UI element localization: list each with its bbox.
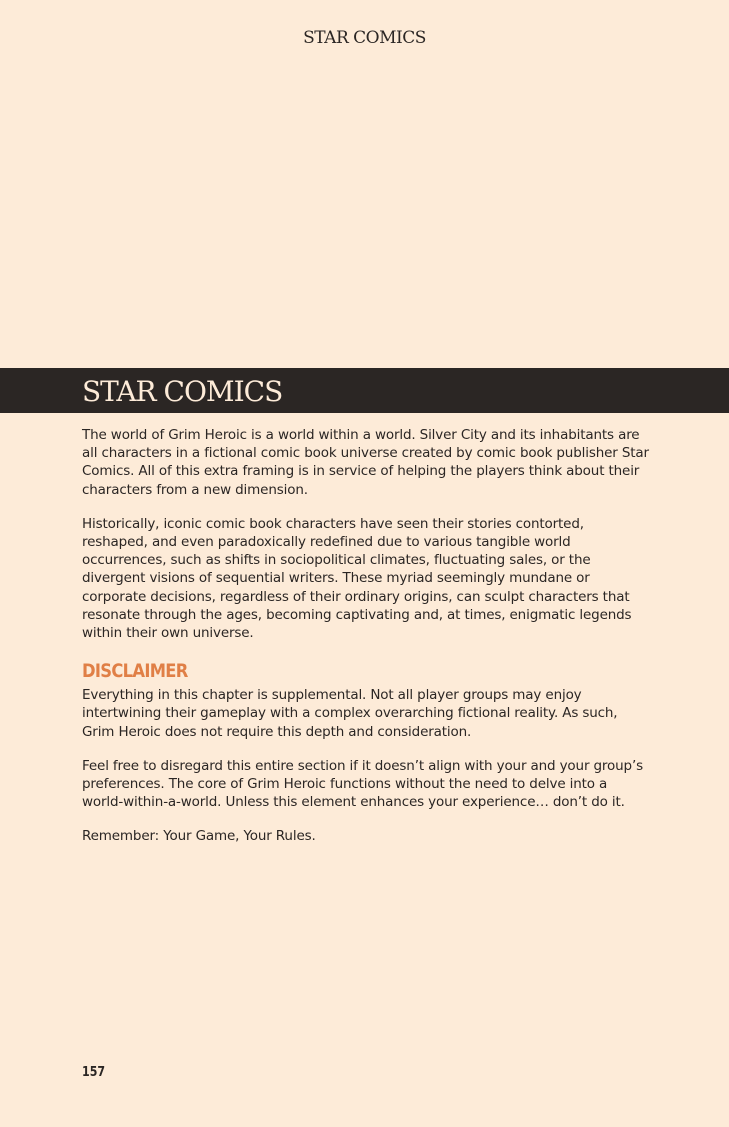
section-title-band — [0, 368, 729, 413]
disclaimer-paragraph: Everything in this chapter is supplemental. Not all player groups may enjoy intertwining their gameplay with a complex overarching fictional reality. As such, Grim Heroic does not require this depth and consideration. — [82, 687, 618, 740]
intro-paragraph: The world of Grim Heroic is a world within a world. Silver City and its inhabitants are all characters in a fictional comic book universe created by comic book publisher Star Comics. All of this extra framing is in service of helping the players think about their characters from a new dimension. — [82, 427, 649, 498]
running-head: STAR COMICS — [303, 28, 426, 48]
intro-paragraph: Historically, iconic comic book characters have seen their stories contorted, reshaped, and even paradoxically redefined due to various tangible world occurrences, such as shifts in sociopolitical climates, fluctuating sales, or the divergent visions of sequential writers. These myriad seemingly mundane or corporate decisions, regardless of their ordinary origins, can sculpt characters that resonate through the ages, becoming captivating and, at times, enigmatic legends within their own universe. — [82, 515, 632, 642]
disclaimer-heading: DISCLAIMER — [82, 660, 188, 683]
section-title: STAR COMICS — [82, 375, 283, 408]
closing-line: Remember: Your Game, Your Rules. — [82, 828, 316, 845]
disclaimer-paragraph: Feel free to disregard this entire section if it doesn’t align with your and your group’s preferences. The core of Grim Heroic functions without the need to delve into a world-within-a-world. Unless this element enhances your experience… don’t do it. — [82, 757, 643, 811]
chapter-body — [82, 426, 652, 862]
page-number: 157 — [82, 1065, 106, 1080]
